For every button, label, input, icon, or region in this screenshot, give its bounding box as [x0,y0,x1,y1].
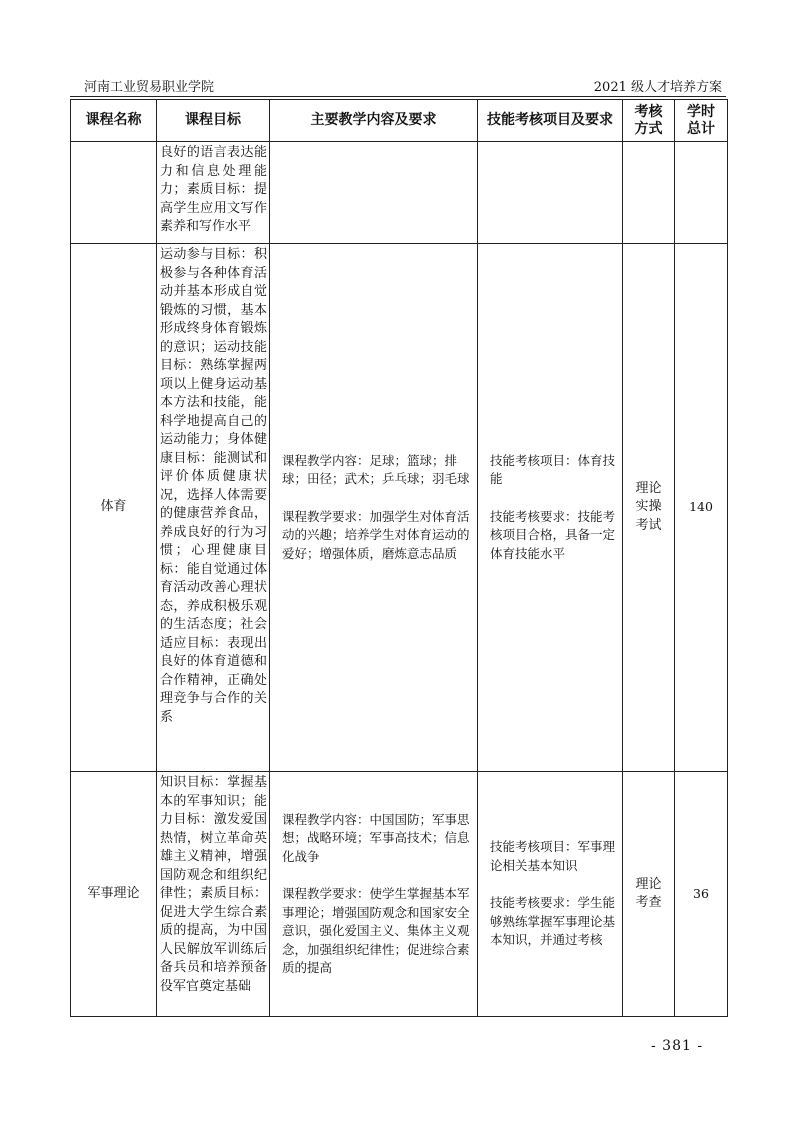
skill-cell [478,142,623,244]
exam-cell [623,142,675,244]
course-goal-cell: 良好的语言表达能力和信息处理能力；素质目标：提高学生应用文写作素养和写作水平 [157,142,270,244]
page-header [70,74,726,97]
course-name-cell [71,142,157,244]
table-header-row [71,100,728,142]
skill-item-text: 技能考核项目：体育技能 [490,452,616,487]
requirement-text: 课程教学要求：使学生掌握基本军事理论；增强国防观念和国家安全意识，强化爱国主义、集体主义观念，加强组织纪律性；促进综合素质的提高 [282,886,470,975]
content-cell [270,772,478,1017]
skill-cell [478,244,623,772]
page-number: - 381 - [651,1038,704,1054]
exam-cell: 理论考查 [623,772,675,1017]
course-name-cell: 军事理论 [71,772,157,1017]
course-goal-cell: 知识目标：掌握基本的军事知识；能力目标：激发爱国热情，树立革命英雄主义精神，增强国防观念和组织纪律性；素质目标：促进大学生综合素质的提高，为中国人民解放军训练后备兵员和培养预备役军官奠定基础 [157,772,270,1017]
table-row [71,244,728,772]
skill-cell [478,772,623,1017]
hours-cell: 36 [675,772,728,1017]
col-header-course-name: 课程名称 [71,100,157,142]
school-name: 河南工业贸易职业学院 [84,80,215,95]
content-text: 课程教学内容：足球；篮球；排球；田径；武术；乒乓球；羽毛球 [282,452,470,487]
col-header-skill: 技能考核项目及要求 [478,100,623,142]
col-header-content: 主要教学内容及要求 [270,100,478,142]
requirement-text: 课程教学要求：加强学生对体育活动的兴趣；培养学生对体育运动的爱好；增强体质，磨炼意志品质 [282,508,470,561]
col-header-total-hours: 学时总计 [675,100,728,142]
course-name-cell: 体育 [71,244,157,772]
hours-cell [675,142,728,244]
table-row [71,772,728,1017]
content-cell [270,142,478,244]
plan-title: 2021 级人才培养方案 [593,80,722,95]
skill-requirement-text: 技能考核要求：学生能够熟练掌握军事理论基本知识，并通过考核 [490,895,616,948]
exam-cell: 理论实操考试 [623,244,675,772]
curriculum-table [70,99,728,1017]
content-text: 课程教学内容：中国国防；军事思想；战略环境；军事高技术；信息化战争 [282,811,470,864]
course-goal-cell: 运动参与目标：积极参与各种体育活动并基本形成自觉锻炼的习惯，基本形成终身体育锻炼的意识；运动技能目标：熟练掌握两项以上健身运动基本方法和技能，能科学地提高自己的运动能力；身体健康目标：能测试和评价体质健康状况，选择人体需要的健康营养食品，养成良好的行为习惯；心理健康目标：能自觉通过体育活动改善心理状态，养成积极乐观的生活态度；社会适应目标：表现出良好的体育道德和合作精神，正确处理竞争与合作的关系 [157,244,270,772]
col-header-exam-method: 考核方式 [623,100,675,142]
content-cell [270,244,478,772]
col-header-course-goal: 课程目标 [157,100,270,142]
hours-cell: 140 [675,244,728,772]
skill-item-text: 技能考核项目：军事理论相关基本知识 [490,839,616,873]
skill-requirement-text: 技能考核要求：技能考核项目合格，具备一定体育技能水平 [490,508,616,561]
table-row-continuation [71,142,728,244]
